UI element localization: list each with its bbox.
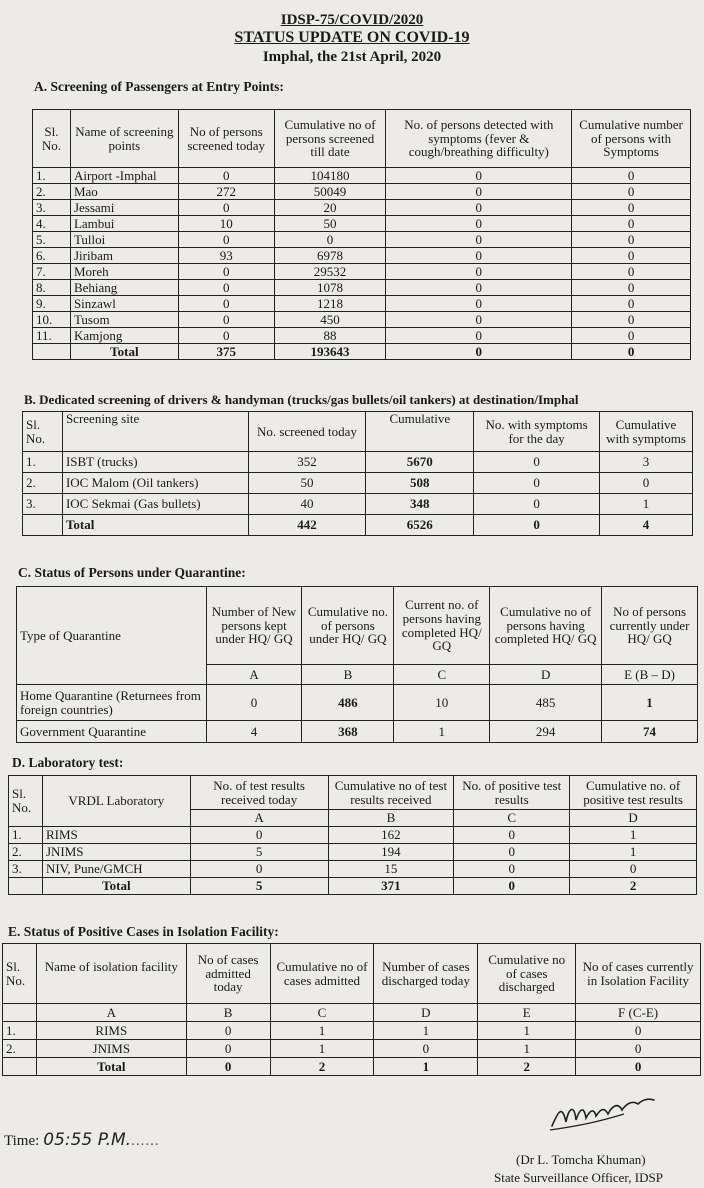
cell: 348 [366, 494, 474, 515]
table-body [33, 168, 691, 344]
column-letter: B [302, 665, 394, 685]
col-header: Sl. No. [33, 110, 71, 168]
signatory-name: (Dr L. Tomcha Khuman) [516, 1152, 646, 1167]
cell: 0 [206, 685, 302, 721]
col-header: Sl. No. [3, 944, 37, 1004]
cell: 0 [474, 452, 600, 473]
col-header: Sl. No. [9, 776, 43, 827]
cell: 0 [190, 861, 328, 878]
cell: Lambui [70, 216, 178, 232]
cell: 508 [366, 473, 474, 494]
table-row [33, 280, 691, 296]
table-row [33, 296, 691, 312]
col-header: No. screened today [248, 412, 366, 452]
cell: 6. [33, 248, 71, 264]
cell: 1078 [274, 280, 386, 296]
cell: 0 [572, 296, 691, 312]
cell: 0 [576, 1040, 701, 1058]
col-header: No of cases admitted today [186, 944, 270, 1004]
cell: 0 [386, 184, 572, 200]
cell: 2 [270, 1058, 374, 1076]
cell: 2 [478, 1058, 576, 1076]
cell: 10. [33, 312, 71, 328]
cell: Total [62, 515, 248, 536]
cell: Sinzawl [70, 296, 178, 312]
time-stamp: Time: 05:55 P.M....... [4, 1130, 160, 1150]
cell: 1 [602, 685, 698, 721]
cell: 2. [3, 1040, 37, 1058]
cell: 1 [374, 1022, 478, 1040]
col-header: Cumulative number of persons with Symptoms [572, 110, 691, 168]
cell: 0 [454, 861, 570, 878]
cell: 0 [386, 312, 572, 328]
cell: 50 [248, 473, 366, 494]
cell: 375 [178, 344, 274, 360]
col-header: Number of cases discharged today [374, 944, 478, 1004]
cell: 2 [570, 878, 697, 895]
table-laboratory [8, 775, 697, 895]
col-header: Cumulative no. of positive test results [570, 776, 697, 810]
table-row-total [23, 515, 693, 536]
section-e-title: E. Status of Positive Cases in Isolation Facility: [8, 924, 279, 939]
document-reference: IDSP-75/COVID/2020 [280, 12, 424, 28]
cell: 450 [274, 312, 386, 328]
cell: 0 [474, 515, 600, 536]
col-header: Name of isolation facility [36, 944, 186, 1004]
cell: RIMS [36, 1022, 186, 1040]
cell: 93 [178, 248, 274, 264]
column-letter: F (C-E) [576, 1004, 701, 1022]
table-body [23, 452, 693, 515]
cell: 0 [572, 232, 691, 248]
cell: 294 [490, 721, 602, 743]
cell: 0 [454, 827, 570, 844]
cell: 193643 [274, 344, 386, 360]
cell: 10 [394, 685, 490, 721]
signature-image [548, 1092, 658, 1132]
cell: 50049 [274, 184, 386, 200]
cell: IOC Sekmai (Gas bullets) [62, 494, 248, 515]
cell: 0 [386, 344, 572, 360]
col-header: No. of test results received today [190, 776, 328, 810]
column-letter: B [328, 810, 454, 827]
cell: 0 [600, 473, 693, 494]
column-letter: A [206, 665, 302, 685]
cell: 0 [572, 264, 691, 280]
cell: 0 [186, 1040, 270, 1058]
cell: 352 [248, 452, 366, 473]
time-label: Time: [4, 1133, 40, 1149]
cell: 8. [33, 280, 71, 296]
cell: 74 [602, 721, 698, 743]
cell: RIMS [42, 827, 190, 844]
table-row [9, 844, 697, 861]
cell: 486 [302, 685, 394, 721]
cell: Tulloi [70, 232, 178, 248]
cell: 0 [572, 280, 691, 296]
column-letter: A [190, 810, 328, 827]
table-quarantine [16, 586, 698, 743]
cell: 0 [386, 216, 572, 232]
column-letter: A [36, 1004, 186, 1022]
cell: Kamjong [70, 328, 178, 344]
table-row [33, 312, 691, 328]
cell: 0 [572, 216, 691, 232]
cell: 0 [474, 473, 600, 494]
cell: 1 [478, 1040, 576, 1058]
cell: Total [70, 344, 178, 360]
cell: 1 [374, 1058, 478, 1076]
table-row [9, 827, 697, 844]
cell: 0 [386, 280, 572, 296]
cell: 6978 [274, 248, 386, 264]
table-row [33, 216, 691, 232]
cell: 2. [33, 184, 71, 200]
cell: 5 [190, 844, 328, 861]
cell: 5 [190, 878, 328, 895]
cell: 0 [454, 878, 570, 895]
cell: 0 [576, 1058, 701, 1076]
cell: Jiribam [70, 248, 178, 264]
cell: 0 [572, 200, 691, 216]
cell: 0 [178, 168, 274, 184]
col-header: Cumulative no of persons screened till date [274, 110, 386, 168]
cell: 5. [33, 232, 71, 248]
table-row [23, 494, 693, 515]
cell: 88 [274, 328, 386, 344]
cell: NIV, Pune/GMCH [42, 861, 190, 878]
cell: 0 [570, 861, 697, 878]
cell: 5670 [366, 452, 474, 473]
col-header: No of persons screened today [178, 110, 274, 168]
cell: IOC Malom (Oil tankers) [62, 473, 248, 494]
cell: 1 [478, 1022, 576, 1040]
cell: 50 [274, 216, 386, 232]
cell: 0 [178, 296, 274, 312]
col-header: Cumulative no of cases admitted [270, 944, 374, 1004]
cell: 0 [178, 328, 274, 344]
column-letter: B [186, 1004, 270, 1022]
table-row [33, 168, 691, 184]
cell: 0 [572, 248, 691, 264]
cell: 0 [576, 1022, 701, 1040]
cell: Airport -Imphal [70, 168, 178, 184]
table-row [33, 248, 691, 264]
table-isolation [2, 943, 701, 1076]
col-header: Cumulative [366, 412, 474, 452]
table-row-total [33, 344, 691, 360]
cell: 0 [572, 328, 691, 344]
cell: 0 [178, 200, 274, 216]
document-title: STATUS UPDATE ON COVID-19 [234, 29, 470, 46]
table-row [33, 200, 691, 216]
cell: 1 [570, 827, 697, 844]
cell: ISBT (trucks) [62, 452, 248, 473]
cell: 162 [328, 827, 454, 844]
cell: Behiang [70, 280, 178, 296]
table-row [33, 328, 691, 344]
cell: 2. [9, 844, 43, 861]
cell: 1. [33, 168, 71, 184]
cell: 7. [33, 264, 71, 280]
table-row [33, 184, 691, 200]
cell: 0 [386, 248, 572, 264]
table-entry-screening [32, 109, 691, 360]
cell: 1. [9, 827, 43, 844]
cell: 1218 [274, 296, 386, 312]
col-header: No. of persons detected with symptoms (fever & cough/breathing difficulty) [386, 110, 572, 168]
cell: 29532 [274, 264, 386, 280]
cell: 0 [474, 494, 600, 515]
table-row [17, 721, 698, 743]
cell: 11. [33, 328, 71, 344]
cell: 0 [186, 1022, 270, 1040]
column-letter: D [490, 665, 602, 685]
col-header: Cumulative no. of persons under HQ/ GQ [302, 587, 394, 665]
cell: 485 [490, 685, 602, 721]
table-row [3, 1040, 701, 1058]
column-letter: C [394, 665, 490, 685]
cell: 4 [600, 515, 693, 536]
cell: 4 [206, 721, 302, 743]
column-letter: E [478, 1004, 576, 1022]
cell: 0 [178, 312, 274, 328]
col-header: Name of screening points [70, 110, 178, 168]
table-row [3, 1022, 701, 1040]
col-header: Cumulative no of cases discharged [478, 944, 576, 1004]
cell: Tusom [70, 312, 178, 328]
cell: 0 [386, 168, 572, 184]
cell: 3. [23, 494, 63, 515]
col-header: Sl. No. [23, 412, 63, 452]
cell: 10 [178, 216, 274, 232]
table-row [23, 452, 693, 473]
cell: 0 [186, 1058, 270, 1076]
col-header: Number of New persons kept under HQ/ GQ [206, 587, 302, 665]
col-header: Screening site [62, 412, 248, 452]
cell: Government Quarantine [17, 721, 207, 743]
cell: 1 [394, 721, 490, 743]
table-row [33, 232, 691, 248]
cell: 0 [572, 344, 691, 360]
column-letter: D [570, 810, 697, 827]
table-body [9, 827, 697, 878]
table-row [23, 473, 693, 494]
cell: 0 [178, 232, 274, 248]
cell: Total [36, 1058, 186, 1076]
cell: 4. [33, 216, 71, 232]
cell: 2. [23, 473, 63, 494]
cell: 272 [178, 184, 274, 200]
cell: 0 [572, 184, 691, 200]
cell: 0 [572, 312, 691, 328]
cell: 15 [328, 861, 454, 878]
table-drivers-screening [22, 411, 693, 536]
cell: 0 [572, 168, 691, 184]
cell: 0 [178, 264, 274, 280]
section-a-title: A. Screening of Passengers at Entry Points: [34, 79, 284, 94]
col-header: No. of positive test results [454, 776, 570, 810]
section-c-title: C. Status of Persons under Quarantine: [18, 565, 246, 580]
col-header: VRDL Laboratory [42, 776, 190, 827]
column-letter: E (B – D) [602, 665, 698, 685]
cell: JNIMS [36, 1040, 186, 1058]
time-value: 05:55 P.M. [43, 1130, 132, 1150]
signatory-designation: State Surveillance Officer, IDSP [494, 1170, 663, 1185]
table-body [3, 1022, 701, 1058]
cell: Home Quarantine (Returnees from foreign countries) [17, 685, 207, 721]
cell: Mao [70, 184, 178, 200]
cell: 0 [454, 844, 570, 861]
cell: 1. [23, 452, 63, 473]
cell: 3 [600, 452, 693, 473]
cell: 1 [270, 1022, 374, 1040]
table-row-total [9, 878, 697, 895]
cell: 0 [190, 827, 328, 844]
table-row [17, 685, 698, 721]
place-date: Imphal, the 21st April, 2020 [262, 49, 442, 65]
section-b-title: B. Dedicated screening of drivers & handyman (trucks/gas bullets/oil tankers) at destination/Imphal [24, 392, 579, 407]
col-header: Cumulative no of persons having completed HQ/ GQ [490, 587, 602, 665]
cell: 194 [328, 844, 454, 861]
cell: Moreh [70, 264, 178, 280]
cell: 1. [3, 1022, 37, 1040]
col-header: Current no. of persons having completed HQ/ GQ [394, 587, 490, 665]
cell: 371 [328, 878, 454, 895]
cell: 368 [302, 721, 394, 743]
cell: 0 [386, 232, 572, 248]
cell: 3. [9, 861, 43, 878]
col-header: Cumulative no of test results received [328, 776, 454, 810]
cell: 0 [274, 232, 386, 248]
cell: Total [42, 878, 190, 895]
col-header: Cumulative with symptoms [600, 412, 693, 452]
cell: 6526 [366, 515, 474, 536]
cell: 0 [374, 1040, 478, 1058]
cell: 3. [33, 200, 71, 216]
col-header: Type of Quarantine [17, 587, 207, 685]
cell: 0 [178, 280, 274, 296]
cell: JNIMS [42, 844, 190, 861]
cell: 20 [274, 200, 386, 216]
cell: 1 [270, 1040, 374, 1058]
cell: 0 [386, 328, 572, 344]
col-header: No. with symptoms for the day [474, 412, 600, 452]
table-row-total [3, 1058, 701, 1076]
table-row [33, 264, 691, 280]
cell: 0 [386, 200, 572, 216]
cell: 1 [600, 494, 693, 515]
column-letter: D [374, 1004, 478, 1022]
cell: 104180 [274, 168, 386, 184]
cell: 40 [248, 494, 366, 515]
cell: 0 [386, 296, 572, 312]
column-letter: C [270, 1004, 374, 1022]
cell: 1 [570, 844, 697, 861]
table-row [9, 861, 697, 878]
section-d-title: D. Laboratory test: [12, 755, 124, 770]
cell: Jessami [70, 200, 178, 216]
cell: 9. [33, 296, 71, 312]
column-letter: C [454, 810, 570, 827]
col-header: No of persons currently under HQ/ GQ [602, 587, 698, 665]
cell: 0 [386, 264, 572, 280]
cell: 442 [248, 515, 366, 536]
col-header: No of cases currently in Isolation Facility [576, 944, 701, 1004]
